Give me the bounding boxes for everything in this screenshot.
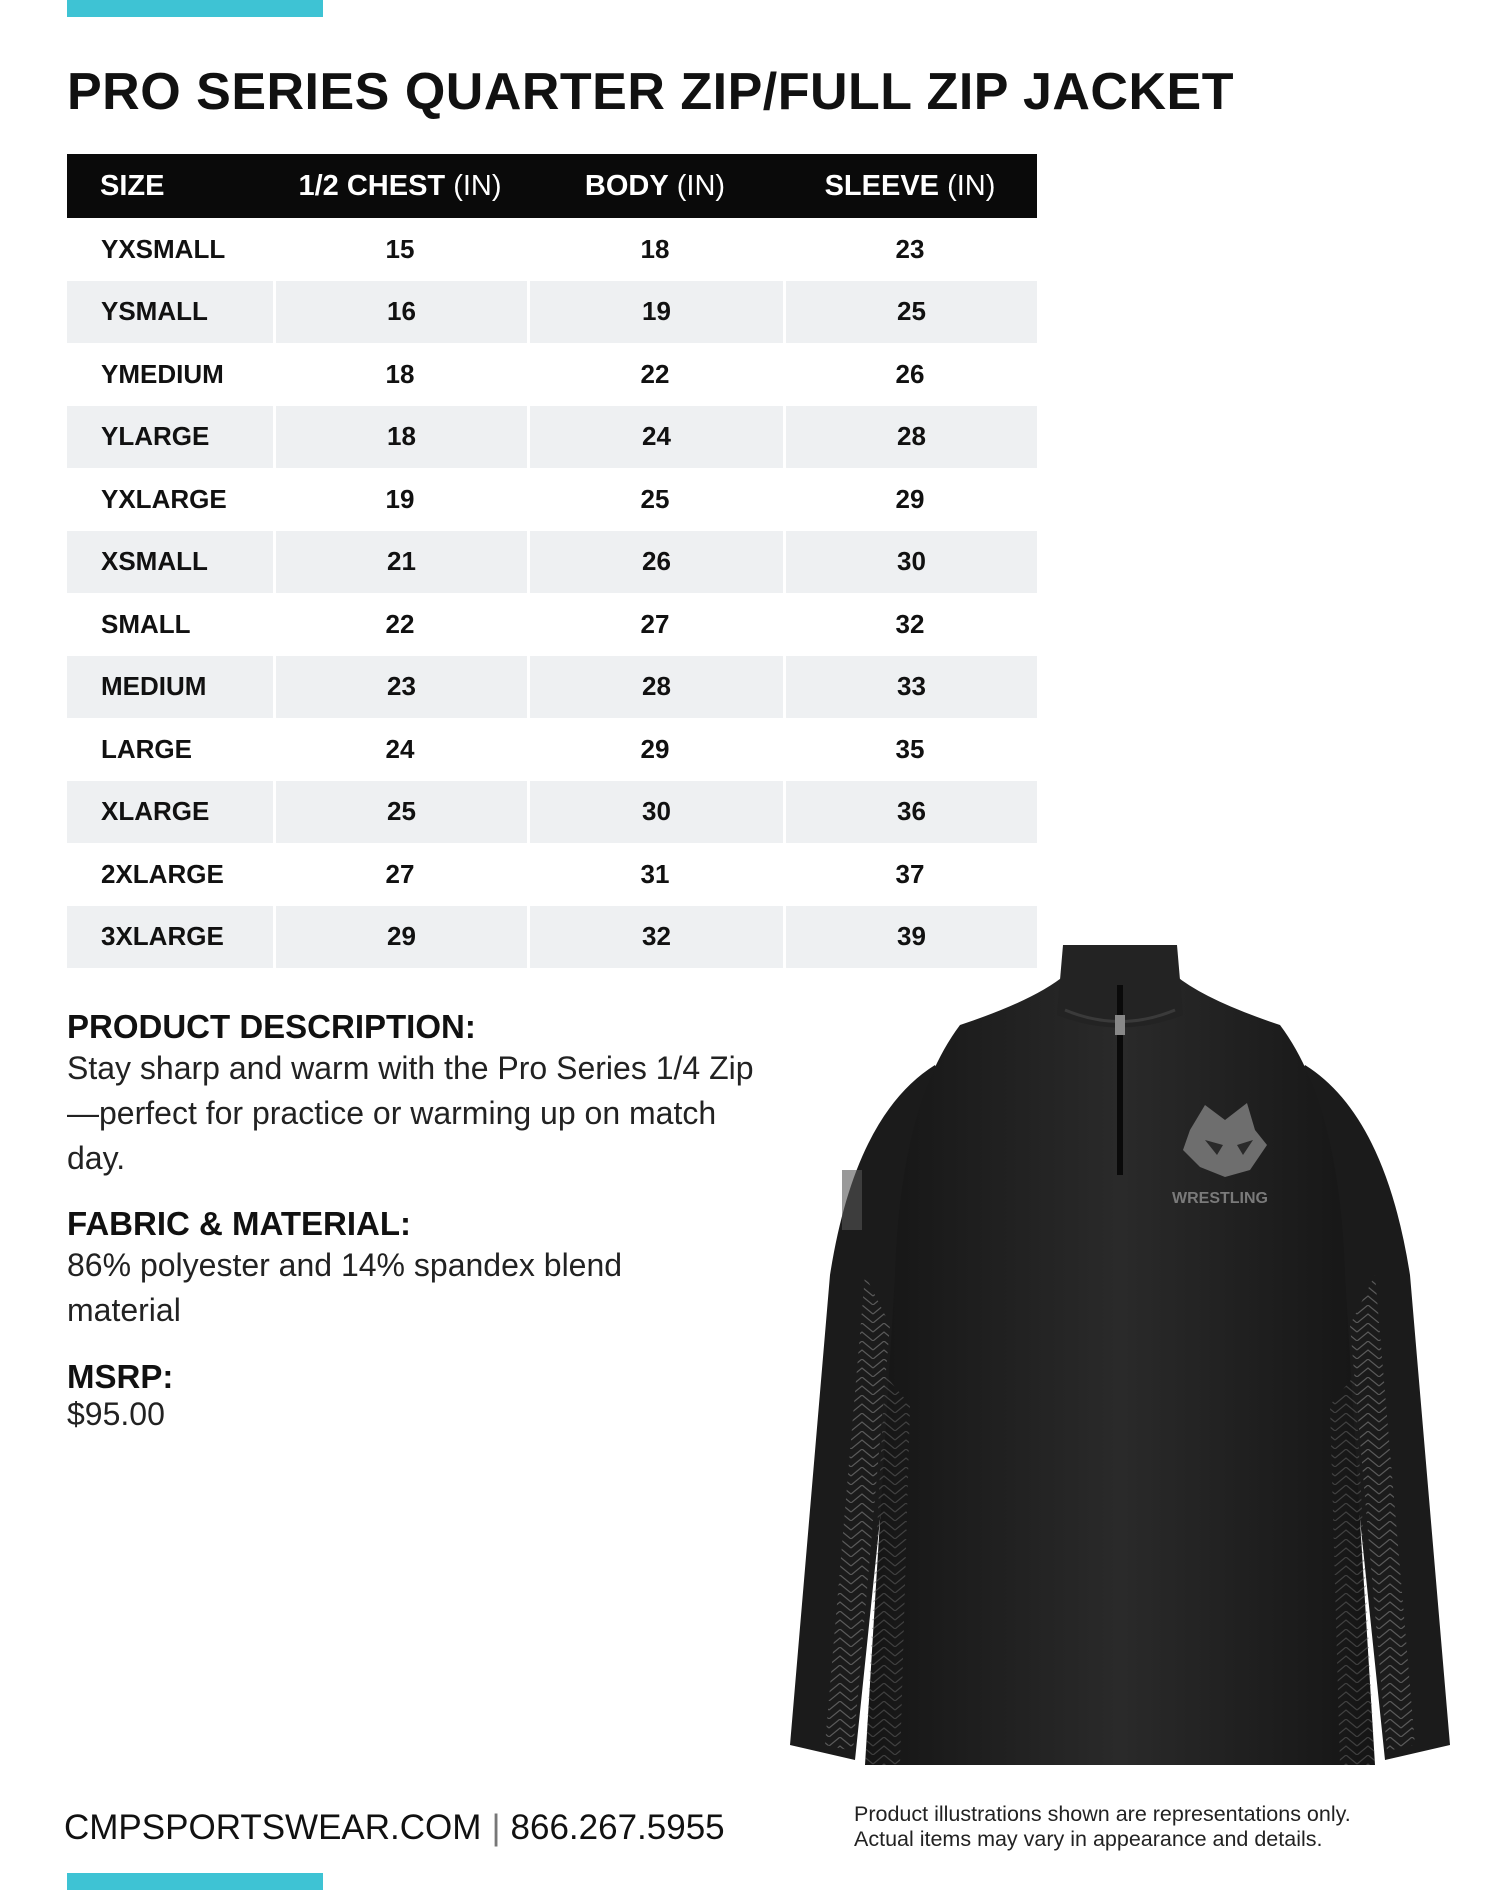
cell-body: 30 [527,781,783,844]
footer-contact [64,1808,725,1848]
cell-sleeve: 30 [783,531,1037,594]
cell-sleeve: 32 [895,608,925,639]
cell-size: YLARGE [67,406,273,469]
msrp-heading: MSRP: [67,1358,174,1395]
cell-chest: 25 [273,781,527,844]
cell-chest: 23 [273,656,527,719]
disclaimer [854,1802,1454,1852]
cell-size: MEDIUM [67,656,273,719]
cell-chest: 22 [385,608,415,639]
cell-chest: 21 [273,531,527,594]
cell-size: 2XLARGE [101,858,224,889]
bottom-accent-bar [67,1873,323,1890]
cell-size: YSMALL [67,281,273,344]
cell-size: XSMALL [67,531,273,594]
cell-size: YMEDIUM [101,358,224,389]
cell-chest: 18 [385,358,415,389]
table-header-row [67,154,1037,218]
size-chart-table [67,154,1037,968]
header-chest: 1/2 CHEST (IN) [273,154,527,218]
cell-chest: 24 [385,733,415,764]
cell-body: 29 [640,733,670,764]
cell-size: YXSMALL [101,233,226,264]
cell-size: YXLARGE [101,483,227,514]
footer-separator: | [491,1808,501,1847]
cell-chest: 29 [273,906,527,969]
fabric-section [67,1205,787,1333]
table-row [67,281,1037,344]
msrp-price: $95.00 [67,1396,165,1432]
cell-body: 19 [527,281,783,344]
cell-sleeve: 36 [783,781,1037,844]
cell-body: 18 [640,233,670,264]
cell-sleeve: 37 [895,858,925,889]
disclaimer-line-1: Product illustrations shown are representations only. [854,1802,1351,1826]
cell-chest: 16 [273,281,527,344]
cell-size: 3XLARGE [67,906,273,969]
cell-body: 22 [640,358,670,389]
cell-body: 25 [640,483,670,514]
page-title: PRO SERIES QUARTER ZIP/FULL ZIP JACKET [67,63,1234,121]
cell-sleeve: 35 [895,733,925,764]
svg-text:WRESTLING: WRESTLING [1172,1190,1268,1207]
product-description-section [67,1008,787,1181]
table-row [67,656,1037,719]
table-row [67,593,1037,656]
phone-number[interactable]: 866.267.5955 [510,1808,725,1847]
cell-sleeve: 28 [783,406,1037,469]
fabric-text: 86% polyester and 14% spandex blend material [67,1247,623,1328]
cell-sleeve: 23 [895,233,925,264]
header-size: SIZE [67,154,273,218]
cell-body: 26 [527,531,783,594]
cell-sleeve: 39 [783,906,1037,969]
cell-body: 24 [527,406,783,469]
cell-chest: 27 [385,858,415,889]
table-row [67,718,1037,781]
product-description-text: Stay sharp and warm with the Pro Series 1/4 Zip—perfect for practice or warming up on match day. [67,1050,754,1176]
cell-size: LARGE [101,733,192,764]
cell-sleeve: 29 [895,483,925,514]
jacket-product-image [785,945,1455,1775]
table-row [67,843,1037,906]
cell-sleeve: 33 [783,656,1037,719]
product-description-heading: PRODUCT DESCRIPTION: [67,1008,476,1045]
cell-size: XLARGE [67,781,273,844]
cell-body: 31 [640,858,670,889]
table-row [67,531,1037,594]
cell-chest: 19 [385,483,415,514]
table-row [67,218,1037,281]
cell-chest: 18 [273,406,527,469]
website-link[interactable]: CMPSPORTSWEAR.COM [64,1808,482,1847]
cell-size: SMALL [101,608,191,639]
table-row [67,781,1037,844]
table-row [67,468,1037,531]
cell-sleeve: 25 [783,281,1037,344]
cell-sleeve: 26 [895,358,925,389]
header-body: BODY (IN) [527,154,783,218]
top-accent-bar [67,0,323,17]
table-row [67,406,1037,469]
disclaimer-line-2: Actual items may vary in appearance and details. [854,1827,1323,1851]
cell-body: 32 [527,906,783,969]
header-sleeve: SLEEVE (IN) [783,154,1037,218]
table-row [67,343,1037,406]
cell-chest: 15 [385,233,415,264]
fabric-heading: FABRIC & MATERIAL: [67,1205,412,1242]
cell-body: 27 [640,608,670,639]
cell-body: 28 [527,656,783,719]
msrp-section [67,1358,787,1432]
